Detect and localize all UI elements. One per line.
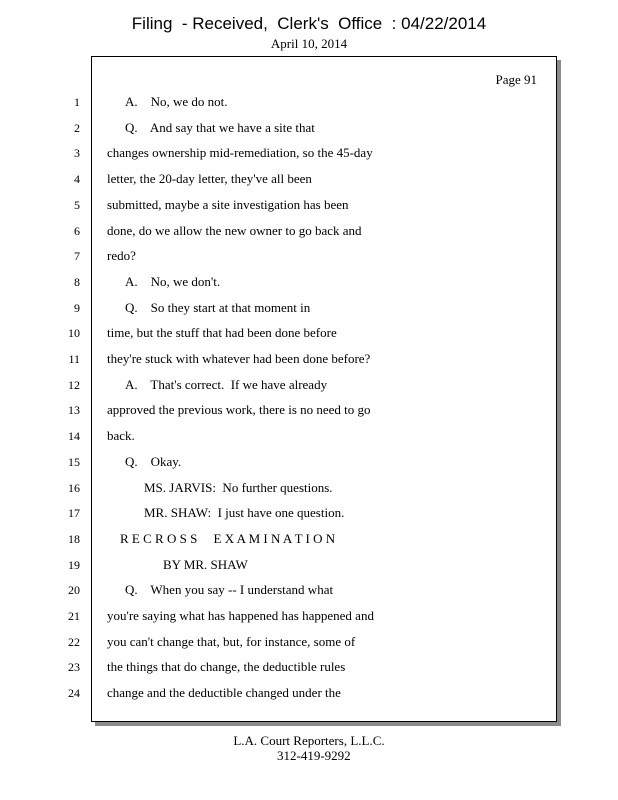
transcript-line: letter, the 20-day letter, they've all been — [107, 171, 312, 186]
transcript-line: A. No, we don't. — [125, 274, 221, 289]
line-number: 9 — [74, 301, 80, 315]
line-number: 20 — [68, 583, 80, 597]
page-number: Page 91 — [495, 72, 537, 87]
transcript-line: BY MR. SHAW — [163, 557, 248, 572]
transcript-line: A. No, we do not. — [125, 94, 228, 109]
transcript-line: time, but the stuff that had been done before — [107, 325, 337, 340]
line-number: 16 — [68, 481, 80, 495]
transcript-date: April 10, 2014 — [270, 36, 348, 51]
line-number: 8 — [74, 275, 80, 289]
reporter-phone: 312-419-9292 — [277, 748, 351, 763]
transcript-line: R E C R O S S E X A M I N A T I O N — [120, 531, 336, 546]
transcript-line: MR. SHAW: I just have one question. — [144, 505, 345, 520]
reporter-company: L.A. Court Reporters, L.L.C. — [233, 733, 385, 748]
line-number: 4 — [74, 172, 80, 186]
line-number: 6 — [74, 224, 80, 238]
transcript-line: MS. JARVIS: No further questions. — [144, 480, 333, 495]
line-number: 2 — [74, 121, 80, 135]
line-number: 23 — [68, 660, 80, 674]
line-number: 5 — [74, 198, 80, 212]
line-number: 14 — [68, 429, 80, 443]
transcript-line: Q. Okay. — [125, 454, 182, 469]
transcript-line: back. — [107, 428, 135, 443]
line-number: 13 — [68, 403, 80, 417]
transcript-line: done, do we allow the new owner to go back and — [107, 223, 362, 238]
line-number: 15 — [68, 455, 80, 469]
filing-stamp-header: Filing - Received, Clerk's Office : 04/22/2014 — [131, 14, 487, 33]
line-number: 10 — [68, 326, 80, 340]
line-number: 18 — [68, 532, 80, 546]
transcript-line: A. That's correct. If we have already — [125, 377, 328, 392]
transcript-line: the things that do change, the deductible rules — [107, 659, 346, 674]
transcript-line: you're saying what has happened has happened and — [107, 608, 374, 623]
transcript-line: Q. So they start at that moment in — [125, 300, 311, 315]
line-number: 12 — [68, 378, 80, 392]
line-number: 11 — [68, 352, 80, 366]
transcript-line: Q. And say that we have a site that — [125, 120, 315, 135]
transcript-line: change and the deductible changed under the — [107, 685, 341, 700]
transcript-line: submitted, maybe a site investigation has been — [107, 197, 349, 212]
line-number: 3 — [74, 146, 80, 160]
line-number: 19 — [68, 558, 80, 572]
line-number: 24 — [68, 686, 80, 700]
transcript-line: changes ownership mid-remediation, so the 45-day — [107, 145, 373, 160]
transcript-line: approved the previous work, there is no need to go — [107, 402, 371, 417]
line-number: 7 — [74, 249, 80, 263]
transcript-line: you can't change that, but, for instance, some of — [107, 634, 356, 649]
line-number: 21 — [68, 609, 80, 623]
transcript-line: they're stuck with whatever had been done before? — [107, 351, 371, 366]
transcript-line: Q. When you say -- I understand what — [125, 582, 334, 597]
transcript-line: redo? — [107, 248, 136, 263]
line-number: 1 — [74, 95, 80, 109]
line-number: 17 — [68, 506, 80, 520]
line-number: 22 — [68, 635, 80, 649]
